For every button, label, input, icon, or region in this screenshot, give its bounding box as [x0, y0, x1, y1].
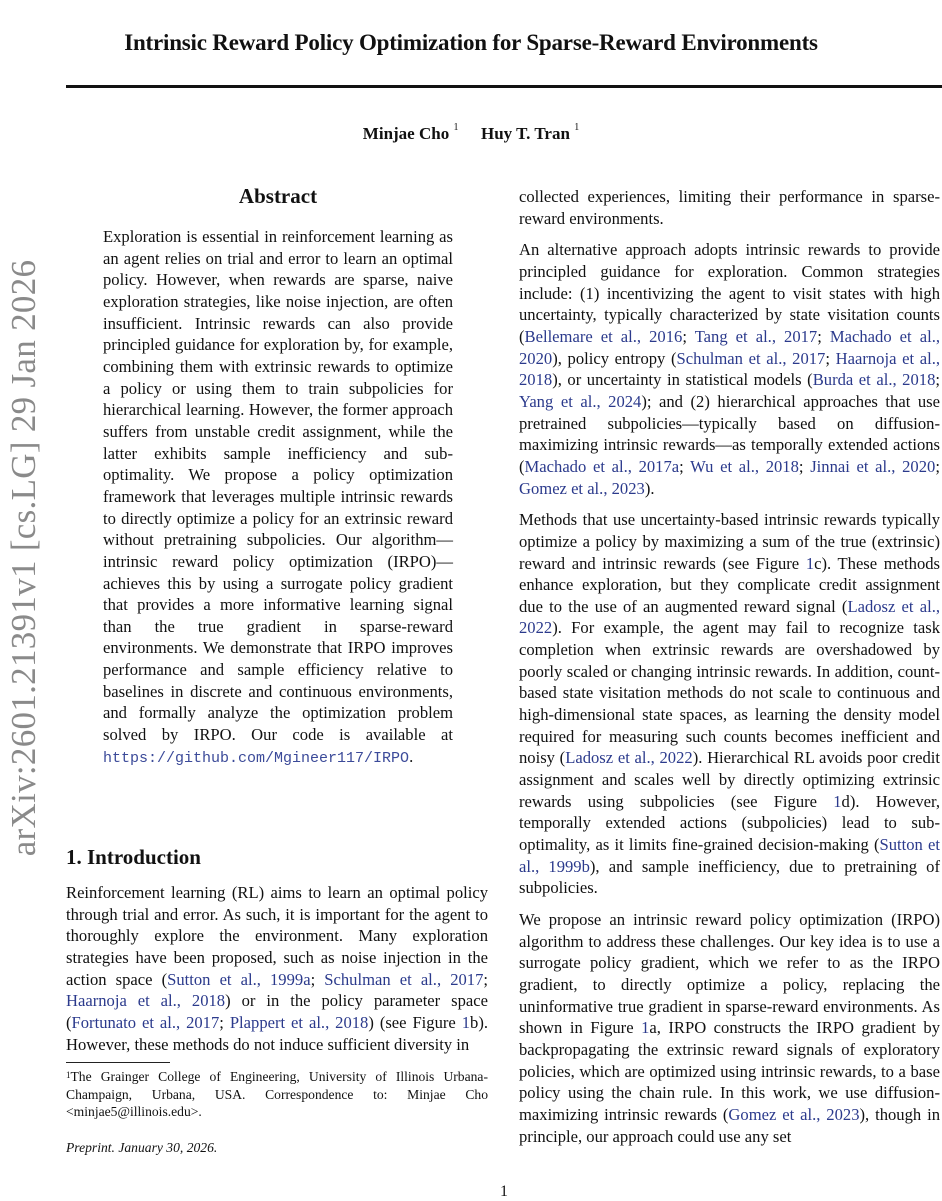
intro-paragraph — [519, 239, 940, 499]
body-text: c). These methods enhance exploration, but they complicate credit assignment due to the use of an augmented reward signal ( — [519, 553, 941, 616]
citation-link[interactable]: Schulman et al., 2017 — [324, 969, 484, 989]
body-text: d). However, temporally extended actions (subpolicies) lead to sub-optimality, as it limits fine-grained decision-making ( — [519, 791, 941, 855]
citation-link[interactable]: 1 — [833, 791, 842, 811]
author-name: Minjae Cho — [362, 124, 450, 143]
section-heading-introduction: 1. Introduction — [66, 845, 201, 869]
body-text: ). Hierarchical RL avoids poor credit assignment and scales well by directly optimizing extrinsic rewards using subpolicies (see Figure — [519, 748, 940, 811]
citation-link[interactable]: 1 — [805, 553, 815, 573]
citation-link[interactable]: Haarnoja et al., 2018 — [519, 348, 941, 390]
footnote-text: The Grainger College of Engineering, University of Illinois Urbana-Champaign, Urbana, USA. Correspondence to: Minjae Cho <minjae5@illinois.edu>. — [66, 1069, 488, 1119]
abstract-heading: Abstract — [238, 184, 318, 208]
title-rule — [66, 85, 942, 88]
body-text: ; — [825, 348, 836, 368]
citation-link[interactable]: Gomez et al., 2023 — [519, 478, 645, 498]
body-text: ) or in the policy parameter space ( — [66, 991, 488, 1032]
body-text: ; — [310, 969, 325, 989]
body-text: ) (see Figure — [368, 1012, 462, 1032]
citation-link[interactable]: Burda et al., 2018 — [812, 370, 936, 390]
intro-paragraph — [519, 909, 940, 1147]
citation-link[interactable]: Tang et al., 2017 — [694, 326, 818, 346]
citation-link[interactable]: Yang et al., 2024 — [519, 391, 642, 411]
citation-link[interactable]: Schulman et al., 2017 — [676, 348, 826, 368]
body-text: ), or uncertainty in statistical models ( — [552, 370, 813, 390]
body-text: ; — [682, 326, 695, 346]
citation-link[interactable]: Fortunato et al., 2017 — [71, 1012, 220, 1032]
citation-link[interactable]: 1 — [641, 1018, 650, 1038]
body-text: ; — [219, 1012, 230, 1032]
body-text: Methods that use uncertainty-based intrinsic rewards typically optimize a policy by maximizing a sum of the true (extrinsic) reward and intrinsic rewards (see Figure — [519, 510, 940, 573]
body-text: ; — [935, 456, 940, 476]
citation-link[interactable]: Ladosz et al., 2022 — [519, 596, 940, 638]
body-text: a, IRPO constructs the IRPO gradient by backpropagating the extrinsic reward signals of exploratory policies, which are optimized using intrinsic rewards, to a base policy using the chain rule. In this work, we use diffusion-maximizing intrinsic rewards ( — [519, 1018, 940, 1124]
body-text: ), and sample inefficiency, due to pretraining of subpolicies. — [519, 856, 941, 898]
author-name: Huy T. Tran — [480, 124, 570, 143]
body-text: ; — [679, 456, 691, 476]
preprint-note: Preprint. January 30, 2026. — [66, 1140, 218, 1155]
intro-paragraph-left — [66, 882, 488, 1055]
body-text: ); and (2) hierarchical approaches that use pretrained subpolicies—typically based on diffusion-maximizing intrinsic rewards—as temporally extended actions ( — [519, 391, 940, 476]
citation-link[interactable]: Plappert et al., 2018 — [229, 1012, 369, 1032]
citation-link[interactable]: 1 — [461, 1012, 471, 1032]
affiliation-mark: 1 — [453, 122, 459, 133]
citation-link[interactable]: Wu et al., 2018 — [690, 456, 799, 476]
body-text: Reinforcement learning (RL) aims to learn an optimal policy through trial and error. As such, it is important for the agent to thoroughly explore the environment. Many exploration strategies have been proposed, such as noise injection in the action space ( — [66, 883, 488, 989]
affiliation-mark: 1 — [574, 122, 580, 133]
citation-link[interactable]: Ladosz et al., 2022 — [565, 748, 693, 768]
abstract-body: Exploration is essential in reinforcement learning as an agent relies on trial and error to learn an optimal policy. However, when rewards are sparse, naive exploration strategies, like noise injection, are often insufficient. Intrinsic rewards can also provide principled guidance for exploration by, for example, combining them with extrinsic rewards to optimize a policy or using them to train subpolicies for hierarchical learning. However, the former approach suffers from unstable credit assignment, while the latter exhibits sample inefficiency and sub-optimality. We propose a policy optimization framework that leverages multiple intrinsic rewards to directly optimize a policy for an extrinsic reward without pretraining subpolicies. Our algorithm—intrinsic reward policy optimization (IRPO)—achieves this by using a surrogate policy gradient that provides a more informative learning signal than the true gradient in sparse-reward environments. We demonstrate that IRPO improves performance and sample efficiency relative to baselines in discrete and continuous environments, and formally analyze the optimization problem solved by IRPO. Our code is available at https://github.com/Mgineer117/IRPO. — [103, 227, 453, 767]
body-text: ; — [935, 370, 940, 390]
citation-link[interactable]: Bellemare et al., 2016 — [524, 326, 683, 346]
body-text: b). However, these methods do not induce sufficient diversity in — [66, 1012, 488, 1054]
footnote-rule — [66, 1062, 170, 1063]
body-text: We propose an intrinsic reward policy optimization (IRPO) algorithm to address these challenges. Our key idea is to use a surrogate policy gradient, which we refer to as the IRPO gradient, to directly optimize a policy, replacing the uninformative true gradient in sparse-reward environments. As shown in Figure — [519, 910, 940, 1038]
footnote-mark: 1 — [66, 1070, 71, 1080]
citation-link[interactable]: Jinnai et al., 2020 — [810, 456, 936, 476]
body-text: ; — [483, 969, 489, 989]
citation-link[interactable]: Haarnoja et al., 2018 — [66, 991, 226, 1011]
body-text: ), though in principle, our approach could use any set — [519, 1104, 940, 1146]
body-text: ). — [644, 478, 655, 498]
citation-link[interactable]: Machado et al., 2020 — [519, 326, 940, 368]
paper-title: Intrinsic Reward Policy Optimization for Sparse-Reward Environments — [124, 30, 818, 55]
author-list — [0, 124, 942, 144]
footnote — [66, 1068, 488, 1121]
intro-paragraph — [519, 186, 940, 229]
body-text: ). For example, the agent may fail to recognize task completion when extrinsic rewards are overshadowed by poorly scaled or changing intrinsic rewards. In addition, count-based state visitation methods do not scale to continuous and high-dimensional state spaces, as learning the density model required for measuring such counts becomes inefficient and noisy ( — [519, 618, 940, 768]
citation-link[interactable]: Sutton et al., 1999b — [519, 835, 940, 876]
body-text: An alternative approach adopts intrinsic rewards to provide principled guidance for exploration. Common strategies include: (1) incentivizing the agent to visit states with high uncertainty, typically characterized by state visitation counts ( — [519, 240, 940, 346]
citation-link[interactable]: Machado et al., 2017a — [524, 456, 680, 476]
code-link[interactable]: https://github.com/Mgineer117/IRPO — [103, 749, 410, 767]
abstract-text: Exploration is essential in reinforcement learning as an agent relies on trial and error to learn an optimal policy. However, when rewards are sparse, naive exploration strategies, like noise injection, are often insufficient. Intrinsic rewards can also provide principled guidance for exploration by, for example, combining them with extrinsic rewards to optimize a policy or using them to train subpolicies for hierarchical learning. However, the former approach suffers from unstable credit assignment, while the latter exhibits sample inefficiency and sub-optimality. We propose a policy optimization framework that leverages multiple intrinsic rewards to directly optimize a policy for an extrinsic reward without pretraining subpolicies. Our algorithm—intrinsic reward policy optimization (IRPO)—achieves this by using a surrogate policy gradient that provides a more informative learning signal than the true gradient in sparse-reward environments. We demonstrate that IRPO improves performance and sample efficiency relative to baselines in discrete and continuous environments, and formally analyze the optimization problem solved by IRPO. Our code is available at — [103, 227, 453, 745]
arxiv-stamp: arXiv:2601.21391v1 [cs.LG] 29 Jan 2026 — [4, 259, 43, 857]
body-text: ; — [817, 326, 830, 346]
body-text: collected experiences, limiting their performance in sparse-reward environments. — [519, 187, 940, 228]
intro-paragraph — [519, 509, 940, 899]
page-number: 1 — [500, 1183, 508, 1200]
citation-link[interactable]: Sutton et al., 1999a — [167, 969, 311, 989]
intro-right-column — [519, 186, 940, 1157]
body-text: ; — [798, 456, 811, 476]
citation-link[interactable]: Gomez et al., 2023 — [728, 1104, 860, 1124]
body-text: ), policy entropy ( — [552, 348, 677, 368]
